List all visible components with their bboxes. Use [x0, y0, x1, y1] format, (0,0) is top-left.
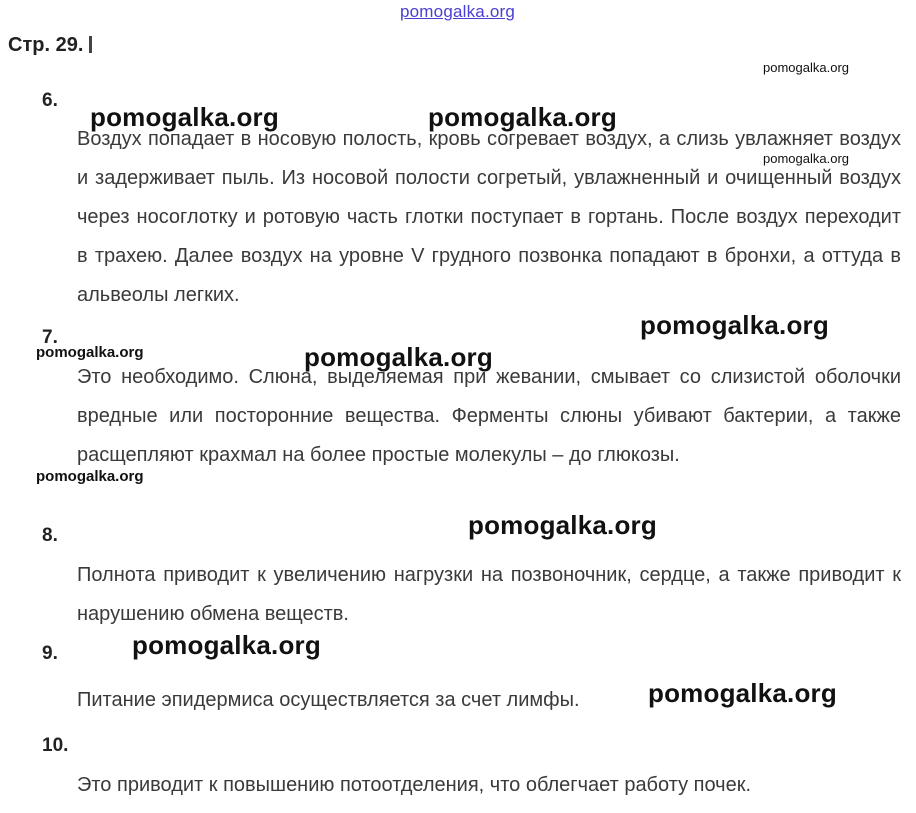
page-label — [8, 34, 92, 57]
answer-number-8: 8. — [42, 525, 58, 546]
answer-text-8: Полнота приводит к увеличению нагрузки на позвоночник, сердце, а также приводит к нарушению обмена веществ. — [77, 564, 901, 625]
answer-text-6: Воздух попадает в носовую полость, кровь согревает воздух, а слизь увлажняет воздух и задерживает пыль. Из носовой полости согретый, увлажненный и очищенный воздух через носоглотку и ротовую часть глотки поступает в гортань. После воздух переходит в трахею. Далее воздух на уровне V грудного позвонка попадают в бронхи, а оттуда в альвеолы легких. — [77, 128, 901, 306]
answer-number-6: 6. — [42, 90, 58, 111]
text-cursor — [89, 36, 92, 53]
top-watermark-link[interactable]: pomogalka.org — [400, 2, 516, 21]
watermark: pomogalka.org — [36, 344, 144, 361]
watermark: pomogalka.org — [36, 468, 144, 485]
watermark: pomogalka.org — [640, 310, 829, 340]
page-label-text: Стр. 29. — [8, 34, 84, 56]
answer-number-9: 9. — [42, 643, 58, 664]
answer-text-7: Это необходимо. Слюна, выделяемая при жевании, смывает со слизистой оболочки вредные или посторонние вещества. Ферменты слюны убивают бактерии, а также расщепляют крахмал на более простые молекулы – до глюкозы. — [77, 366, 901, 466]
watermark: pomogalka.org — [468, 510, 657, 540]
watermark: pomogalka.org — [763, 151, 849, 166]
watermark: pomogalka.org — [304, 342, 493, 372]
watermark: pomogalka.org — [648, 678, 837, 708]
answer-number-7: 7. — [42, 327, 58, 348]
answer-text-10: Это приводит к повышению потоотделения, что облегчает работу почек. — [77, 774, 752, 796]
answer-text-9: Питание эпидермиса осуществляется за счет лимфы. — [77, 689, 580, 711]
watermark: pomogalka.org — [763, 60, 849, 75]
watermark: pomogalka.org — [132, 630, 321, 660]
watermark: pomogalka.org — [428, 102, 617, 132]
watermark: pomogalka.org — [90, 102, 279, 132]
answer-number-10: 10. — [42, 735, 69, 756]
